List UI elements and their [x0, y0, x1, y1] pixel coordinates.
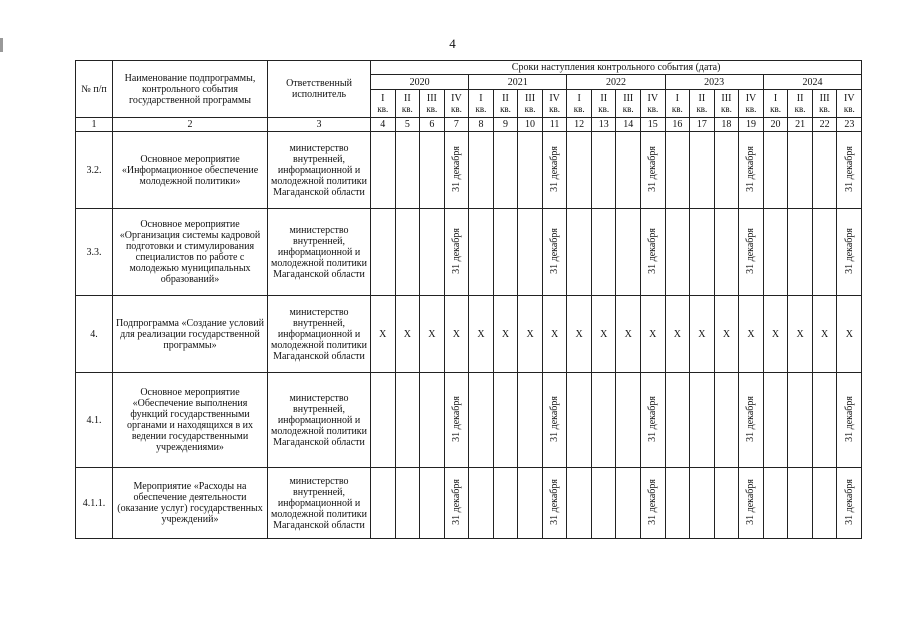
header-quarter	[591, 90, 616, 118]
quarter-label: III	[426, 92, 437, 104]
deadline-cell	[837, 468, 862, 539]
quarter-label: II	[502, 92, 509, 104]
deadline-cell	[444, 209, 469, 296]
header-quarter	[371, 90, 396, 118]
deadline-date: 31 декабря	[549, 395, 561, 442]
table-row	[76, 132, 862, 209]
column-number: 12	[567, 118, 592, 132]
row-name: Подпрограмма «Создание условий для реализации государственной программы»	[113, 296, 268, 373]
empty-cell	[518, 468, 543, 539]
deadline-date: 31 декабря	[647, 227, 659, 274]
empty-cell	[763, 373, 788, 468]
quarter-label: III	[721, 92, 732, 104]
empty-cell	[493, 209, 518, 296]
empty-cell	[788, 468, 813, 539]
quarter-label: III	[819, 92, 830, 104]
quarter-suffix: кв.	[450, 103, 462, 114]
column-number: 21	[788, 118, 813, 132]
deadline-date: 31 декабря	[549, 227, 561, 274]
deadline-cell	[837, 132, 862, 209]
empty-cell	[812, 373, 837, 468]
deadline-cell	[641, 373, 666, 468]
header-quarter	[714, 90, 739, 118]
header-quarter	[542, 90, 567, 118]
empty-cell	[591, 468, 616, 539]
empty-cell	[714, 132, 739, 209]
empty-cell	[763, 132, 788, 209]
deadline-cell	[542, 132, 567, 209]
column-number: 19	[739, 118, 764, 132]
empty-cell	[395, 209, 420, 296]
empty-cell	[567, 132, 592, 209]
header-year: 2022	[567, 75, 665, 90]
column-number: 22	[812, 118, 837, 132]
cross-mark: Х	[371, 296, 396, 373]
quarter-suffix: кв.	[426, 103, 438, 114]
schedule-table	[75, 60, 862, 539]
column-number: 15	[641, 118, 666, 132]
header-quarter	[837, 90, 862, 118]
empty-cell	[518, 132, 543, 209]
cross-mark: Х	[395, 296, 420, 373]
deadline-date: 31 декабря	[745, 478, 757, 525]
empty-cell	[420, 209, 445, 296]
deadline-cell	[542, 468, 567, 539]
column-number: 14	[616, 118, 641, 132]
column-number: 18	[714, 118, 739, 132]
quarter-suffix: кв.	[671, 103, 683, 114]
empty-cell	[616, 132, 641, 209]
cross-mark: Х	[420, 296, 445, 373]
deadline-cell	[739, 209, 764, 296]
quarter-suffix: кв.	[475, 103, 487, 114]
empty-cell	[567, 209, 592, 296]
quarter-suffix: кв.	[720, 103, 732, 114]
empty-cell	[591, 373, 616, 468]
cross-mark: Х	[444, 296, 469, 373]
header-quarter	[812, 90, 837, 118]
header-quarter	[469, 90, 494, 118]
empty-cell	[665, 468, 690, 539]
empty-cell	[420, 468, 445, 539]
empty-cell	[493, 132, 518, 209]
deadline-date: 31 декабря	[450, 478, 462, 525]
table-row	[76, 296, 862, 373]
empty-cell	[518, 373, 543, 468]
row-responsible: министерство внутренней, информационной и молодежной политики Магаданской области	[268, 209, 371, 296]
quarter-suffix: кв.	[598, 103, 610, 114]
deadline-date: 31 декабря	[647, 395, 659, 442]
empty-cell	[714, 209, 739, 296]
header-year: 2021	[469, 75, 567, 90]
empty-cell	[690, 373, 715, 468]
quarter-suffix: кв.	[696, 103, 708, 114]
quarter-label: I	[381, 92, 385, 104]
header-quarter	[420, 90, 445, 118]
row-number: 3.3.	[76, 209, 113, 296]
empty-cell	[714, 468, 739, 539]
quarter-label: III	[623, 92, 634, 104]
quarter-label: I	[675, 92, 679, 104]
empty-cell	[763, 209, 788, 296]
deadline-date: 31 декабря	[843, 145, 855, 192]
empty-cell	[714, 373, 739, 468]
header-year: 2024	[763, 75, 861, 90]
quarter-label: III	[525, 92, 536, 104]
column-number: 13	[591, 118, 616, 132]
column-number: 17	[690, 118, 715, 132]
deadline-date: 31 декабря	[549, 478, 561, 525]
deadline-cell	[641, 132, 666, 209]
row-name: Мероприятие «Расходы на обеспечение деятельности (оказание услуг) государственных учреждений»	[113, 468, 268, 539]
cross-mark: Х	[837, 296, 862, 373]
quarter-label: IV	[745, 92, 757, 104]
column-number: 20	[763, 118, 788, 132]
quarter-suffix: кв.	[745, 103, 757, 114]
quarter-label: I	[577, 92, 581, 104]
deadline-cell	[837, 209, 862, 296]
row-name: Основное мероприятие «Информационное обеспечение молодежной политики»	[113, 132, 268, 209]
quarter-suffix: кв.	[622, 103, 634, 114]
empty-cell	[690, 468, 715, 539]
cross-mark: Х	[690, 296, 715, 373]
deadline-date: 31 декабря	[745, 145, 757, 192]
empty-cell	[395, 468, 420, 539]
empty-cell	[812, 132, 837, 209]
row-number: 4.1.1.	[76, 468, 113, 539]
table-row	[76, 468, 862, 539]
header-dates: Сроки наступления контрольного события (дата)	[371, 61, 862, 75]
empty-cell	[371, 373, 396, 468]
deadline-cell	[837, 373, 862, 468]
empty-cell	[616, 468, 641, 539]
deadline-cell	[542, 209, 567, 296]
header-quarter	[763, 90, 788, 118]
column-number: 5	[395, 118, 420, 132]
deadline-cell	[444, 373, 469, 468]
deadline-date: 31 декабря	[843, 227, 855, 274]
cross-mark: Х	[788, 296, 813, 373]
empty-cell	[591, 132, 616, 209]
empty-cell	[469, 373, 494, 468]
cross-mark: Х	[714, 296, 739, 373]
empty-cell	[788, 209, 813, 296]
deadline-date: 31 декабря	[843, 395, 855, 442]
deadline-cell	[444, 468, 469, 539]
column-number: 16	[665, 118, 690, 132]
header-quarter	[395, 90, 420, 118]
page-number: 4	[449, 36, 456, 51]
quarter-suffix: кв.	[573, 103, 585, 114]
cross-mark: Х	[616, 296, 641, 373]
deadline-date: 31 декабря	[450, 227, 462, 274]
empty-cell	[469, 132, 494, 209]
header-quarter	[518, 90, 543, 118]
header-responsible: Ответственный исполнитель	[268, 61, 371, 118]
empty-cell	[420, 132, 445, 209]
quarter-suffix: кв.	[647, 103, 659, 114]
empty-cell	[616, 209, 641, 296]
deadline-date: 31 декабря	[450, 395, 462, 442]
header-quarter	[665, 90, 690, 118]
cross-mark: Х	[542, 296, 567, 373]
empty-cell	[371, 468, 396, 539]
quarter-label: IV	[451, 92, 462, 104]
header-num: № п/п	[76, 61, 113, 118]
cross-mark: Х	[641, 296, 666, 373]
header-name: Наименование подпрограммы, контрольного события государственной программы	[113, 61, 268, 118]
quarter-suffix: кв.	[549, 103, 561, 114]
column-number: 23	[837, 118, 862, 132]
table-row	[76, 209, 862, 296]
empty-cell	[812, 209, 837, 296]
deadline-date: 31 декабря	[647, 145, 659, 192]
quarter-label: II	[698, 92, 706, 104]
column-number: 7	[444, 118, 469, 132]
column-number: 1	[76, 118, 113, 132]
column-number: 4	[371, 118, 396, 132]
empty-cell	[493, 373, 518, 468]
quarter-suffix: кв.	[794, 103, 806, 114]
column-number: 11	[542, 118, 567, 132]
empty-cell	[788, 373, 813, 468]
cross-mark: Х	[665, 296, 690, 373]
row-number: 3.2.	[76, 132, 113, 209]
row-responsible: министерство внутренней, информационной и молодежной политики Магаданской области	[268, 373, 371, 468]
deadline-cell	[739, 468, 764, 539]
deadline-cell	[641, 209, 666, 296]
quarter-suffix: кв.	[377, 103, 389, 114]
empty-cell	[469, 209, 494, 296]
column-number: 8	[469, 118, 494, 132]
quarter-suffix: кв.	[819, 103, 831, 114]
row-responsible: министерство внутренней, информационной и молодежной политики Магаданской области	[268, 296, 371, 373]
quarter-suffix: кв.	[524, 103, 536, 114]
cross-mark: Х	[493, 296, 518, 373]
quarter-label: I	[773, 92, 778, 104]
row-responsible: министерство внутренней, информационной и молодежной политики Магаданской области	[268, 132, 371, 209]
deadline-date: 31 декабря	[745, 395, 757, 442]
row-responsible: министерство внутренней, информационной и молодежной политики Магаданской области	[268, 468, 371, 539]
quarter-suffix: кв.	[401, 103, 413, 114]
cross-mark: Х	[739, 296, 764, 373]
empty-cell	[567, 373, 592, 468]
column-number: 10	[518, 118, 543, 132]
cross-mark: Х	[591, 296, 616, 373]
empty-cell	[665, 373, 690, 468]
deadline-date: 31 декабря	[647, 478, 659, 525]
empty-cell	[371, 209, 396, 296]
empty-cell	[371, 132, 396, 209]
header-quarter	[493, 90, 518, 118]
header-quarter	[641, 90, 666, 118]
empty-cell	[763, 468, 788, 539]
quarter-suffix: кв.	[770, 103, 781, 114]
column-number: 2	[113, 118, 268, 132]
empty-cell	[395, 373, 420, 468]
empty-cell	[616, 373, 641, 468]
empty-cell	[665, 209, 690, 296]
row-number: 4.1.	[76, 373, 113, 468]
quarter-suffix: кв.	[500, 103, 511, 114]
quarter-suffix: кв.	[843, 103, 855, 114]
empty-cell	[788, 132, 813, 209]
empty-cell	[567, 468, 592, 539]
cross-mark: Х	[518, 296, 543, 373]
header-year: 2020	[371, 75, 469, 90]
header-quarter	[788, 90, 813, 118]
empty-cell	[469, 468, 494, 539]
deadline-cell	[739, 132, 764, 209]
header-quarter	[616, 90, 641, 118]
header-quarter	[690, 90, 715, 118]
deadline-cell	[542, 373, 567, 468]
quarter-label: II	[796, 92, 804, 104]
quarter-label: IV	[549, 92, 560, 104]
cross-mark: Х	[567, 296, 592, 373]
deadline-date: 31 декабря	[843, 478, 855, 525]
column-number: 9	[493, 118, 518, 132]
quarter-label: II	[600, 92, 608, 104]
column-number: 6	[420, 118, 445, 132]
row-number: 4.	[76, 296, 113, 373]
cross-mark: Х	[469, 296, 494, 373]
empty-cell	[690, 209, 715, 296]
cross-mark: Х	[812, 296, 837, 373]
deadline-cell	[739, 373, 764, 468]
quarter-label: IV	[647, 92, 659, 104]
deadline-date: 31 декабря	[450, 145, 462, 192]
quarter-label: I	[479, 92, 483, 104]
header-quarter	[739, 90, 764, 118]
table-row	[76, 373, 862, 468]
empty-cell	[420, 373, 445, 468]
deadline-date: 31 декабря	[745, 227, 757, 274]
empty-cell	[690, 132, 715, 209]
empty-cell	[518, 209, 543, 296]
empty-cell	[812, 468, 837, 539]
deadline-cell	[641, 468, 666, 539]
row-name: Основное мероприятие «Обеспечение выполнения функций государственными органами и находящихся в их ведении государственными учреждениями»	[113, 373, 268, 468]
row-name: Основное мероприятие «Организация системы кадровой подготовки и стимулирования специалистов по работе с молодежью муниципальных образований»	[113, 209, 268, 296]
empty-cell	[591, 209, 616, 296]
deadline-cell	[444, 132, 469, 209]
header-year: 2023	[665, 75, 763, 90]
cross-mark: Х	[763, 296, 788, 373]
column-number: 3	[268, 118, 371, 132]
header-quarter	[567, 90, 592, 118]
empty-cell	[665, 132, 690, 209]
header-quarter	[444, 90, 469, 118]
empty-cell	[395, 132, 420, 209]
quarter-label: II	[403, 92, 411, 104]
quarter-label: IV	[844, 92, 855, 104]
empty-cell	[493, 468, 518, 539]
deadline-date: 31 декабря	[549, 145, 561, 192]
